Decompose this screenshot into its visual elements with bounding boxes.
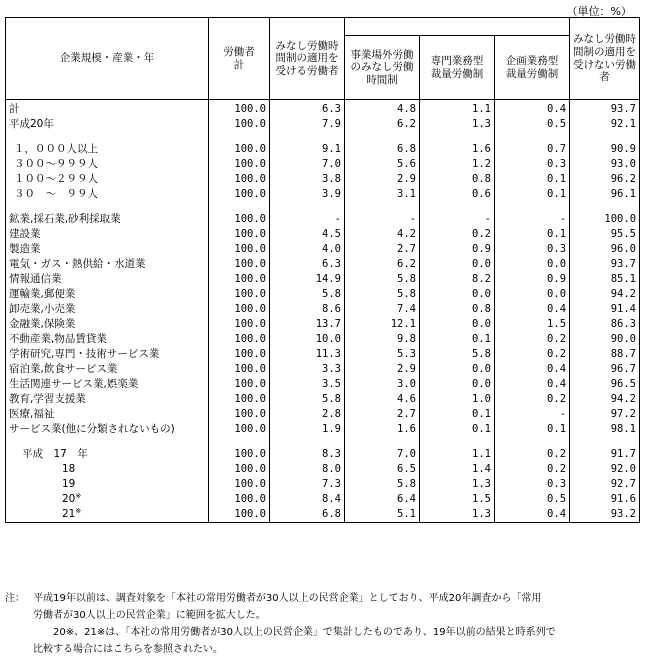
table-row: [6, 422, 640, 437]
cell-value: 2.8: [270, 407, 345, 422]
table-row: [6, 462, 640, 477]
cell-value: 3.0: [345, 377, 420, 392]
cell-value: 3.5: [270, 377, 345, 392]
cell-value: 100.0: [209, 347, 270, 362]
table-row: [6, 100, 640, 118]
cell-value: 96.1: [570, 187, 640, 202]
cell-value: 86.3: [570, 317, 640, 332]
row-label: 平成20年: [6, 117, 209, 132]
cell-value: 10.0: [270, 332, 345, 347]
cell-value: 85.1: [570, 272, 640, 287]
row-label: １，０００人以上: [6, 142, 209, 157]
cell-value: 6.8: [345, 142, 420, 157]
footnote-mark: ※: [75, 507, 82, 515]
cell-value: 6.2: [345, 257, 420, 272]
cell-value: 98.1: [570, 422, 640, 437]
cell-value: 100.0: [209, 212, 270, 227]
cell-value: 91.7: [570, 447, 640, 462]
cell-value: 97.2: [570, 407, 640, 422]
cell-value: 0.1: [420, 422, 495, 437]
cell-value: 1.3: [420, 117, 495, 132]
cell-value: 2.7: [345, 242, 420, 257]
row-label: 21※: [6, 507, 209, 523]
header-category: 企業規模・産業・年: [6, 18, 209, 100]
cell-value: -: [495, 212, 570, 227]
cell-value: 14.9: [270, 272, 345, 287]
cell-value: 0.0: [420, 377, 495, 392]
table-row: [6, 407, 640, 422]
table-row: [6, 142, 640, 157]
cell-value: 4.6: [345, 392, 420, 407]
cell-value: 7.4: [345, 302, 420, 317]
cell-value: 6.3: [270, 100, 345, 118]
cell-value: -: [495, 407, 570, 422]
header-not-applied: みなし労働時間制の適用を受けない労働者: [570, 18, 640, 100]
cell-value: 100.0: [209, 287, 270, 302]
row-label: 情報通信業: [6, 272, 209, 287]
cell-value: 100.0: [209, 187, 270, 202]
cell-value: 0.1: [495, 172, 570, 187]
table-row: [6, 272, 640, 287]
cell-value: 5.1: [345, 507, 420, 523]
table-row: [6, 187, 640, 202]
cell-value: 100.0: [209, 242, 270, 257]
cell-value: 100.0: [209, 117, 270, 132]
cell-value: 0.0: [495, 287, 570, 302]
cell-value: 90.0: [570, 332, 640, 347]
cell-value: 4.0: [270, 242, 345, 257]
table-row: [6, 172, 640, 187]
row-label: サービス業(他に分類されないもの): [6, 422, 209, 437]
cell-value: 0.2: [495, 447, 570, 462]
cell-value: -: [420, 212, 495, 227]
cell-value: 5.8: [270, 392, 345, 407]
note-line-4: 比較する場合にはこちらを参照されたい。: [33, 644, 223, 655]
cell-value: 7.3: [270, 477, 345, 492]
row-label: 医療,福祉: [6, 407, 209, 422]
cell-value: 12.1: [345, 317, 420, 332]
table-row: [6, 507, 640, 523]
row-label: 不動産業,物品賃貸業: [6, 332, 209, 347]
cell-value: 1.5: [420, 492, 495, 507]
table-row: [6, 317, 640, 332]
cell-value: 93.0: [570, 157, 640, 172]
cell-value: 5.8: [420, 347, 495, 362]
cell-value: 92.0: [570, 462, 640, 477]
cell-value: 0.4: [495, 362, 570, 377]
row-label: 運輸業,郵便業: [6, 287, 209, 302]
cell-value: 90.9: [570, 142, 640, 157]
cell-value: 5.8: [345, 477, 420, 492]
cell-value: 100.0: [209, 257, 270, 272]
cell-value: 0.2: [495, 462, 570, 477]
cell-value: 0.2: [495, 332, 570, 347]
row-label: 金融業,保険業: [6, 317, 209, 332]
cell-value: 100.0: [209, 332, 270, 347]
cell-value: 4.2: [345, 227, 420, 242]
cell-value: 3.8: [270, 172, 345, 187]
table-row: [6, 302, 640, 317]
footnote-mark: ※: [75, 492, 82, 500]
group-spacer: [6, 437, 640, 447]
header-planning: 企画業務型裁量労働制: [495, 36, 570, 100]
cell-value: 0.0: [495, 257, 570, 272]
cell-value: 91.4: [570, 302, 640, 317]
row-label: ３０ ～ ９９人: [6, 187, 209, 202]
cell-value: 100.0: [209, 507, 270, 523]
cell-value: 1.5: [495, 317, 570, 332]
cell-value: 6.4: [345, 492, 420, 507]
table-body: [6, 100, 640, 523]
cell-value: 0.2: [495, 392, 570, 407]
table-row: [6, 477, 640, 492]
row-label: 19: [6, 477, 209, 492]
cell-value: 6.8: [270, 507, 345, 523]
row-label: 電気・ガス・熱供給・水道業: [6, 257, 209, 272]
cell-value: 100.0: [209, 422, 270, 437]
cell-value: 1.1: [420, 447, 495, 462]
cell-value: 100.0: [570, 212, 640, 227]
cell-value: 100.0: [209, 392, 270, 407]
header-blank: [345, 18, 570, 36]
cell-value: 9.8: [345, 332, 420, 347]
cell-value: -: [270, 212, 345, 227]
cell-value: 0.5: [495, 117, 570, 132]
cell-value: 100.0: [209, 302, 270, 317]
cell-value: 0.3: [495, 242, 570, 257]
cell-value: 0.1: [420, 407, 495, 422]
cell-value: 0.1: [420, 332, 495, 347]
cell-value: 0.0: [420, 257, 495, 272]
cell-value: 92.7: [570, 477, 640, 492]
row-label: 学術研究,専門・技術サービス業: [6, 347, 209, 362]
cell-value: 1.0: [420, 392, 495, 407]
table-row: [6, 287, 640, 302]
cell-value: 93.7: [570, 100, 640, 118]
cell-value: 100.0: [209, 100, 270, 118]
cell-value: 0.2: [495, 347, 570, 362]
cell-value: 0.5: [495, 492, 570, 507]
row-label: 卸売業,小売業: [6, 302, 209, 317]
cell-value: -: [345, 212, 420, 227]
cell-value: 3.1: [345, 187, 420, 202]
cell-value: 91.6: [570, 492, 640, 507]
cell-value: 0.4: [495, 302, 570, 317]
cell-value: 94.2: [570, 287, 640, 302]
cell-value: 6.2: [345, 117, 420, 132]
cell-value: 94.2: [570, 392, 640, 407]
cell-value: 100.0: [209, 172, 270, 187]
cell-value: 1.4: [420, 462, 495, 477]
cell-value: 4.5: [270, 227, 345, 242]
cell-value: 11.3: [270, 347, 345, 362]
cell-value: 1.2: [420, 157, 495, 172]
cell-value: 8.2: [420, 272, 495, 287]
row-label: 建設業: [6, 227, 209, 242]
cell-value: 0.1: [495, 187, 570, 202]
cell-value: 0.8: [420, 172, 495, 187]
cell-value: 88.7: [570, 347, 640, 362]
cell-value: 0.3: [495, 477, 570, 492]
table-row: [6, 347, 640, 362]
row-label: 18: [6, 462, 209, 477]
cell-value: 95.5: [570, 227, 640, 242]
cell-value: 1.6: [420, 142, 495, 157]
cell-value: 4.8: [345, 100, 420, 118]
cell-value: 6.5: [345, 462, 420, 477]
cell-value: 100.0: [209, 462, 270, 477]
cell-value: 5.6: [345, 157, 420, 172]
cell-value: 100.0: [209, 407, 270, 422]
cell-value: 0.4: [495, 377, 570, 392]
row-label: 鉱業,採石業,砂利採取業: [6, 212, 209, 227]
cell-value: 7.0: [345, 447, 420, 462]
header-outside: 事業場外労働のみなし労働時間制: [345, 36, 420, 100]
cell-value: 0.6: [420, 187, 495, 202]
cell-value: 100.0: [209, 477, 270, 492]
cell-value: 96.2: [570, 172, 640, 187]
table-row: [6, 157, 640, 172]
cell-value: 0.4: [495, 507, 570, 523]
cell-value: 6.3: [270, 257, 345, 272]
cell-value: 1.9: [270, 422, 345, 437]
cell-value: 92.1: [570, 117, 640, 132]
note-line-2: 労働者が30人以上の民営企業」に範囲を拡大した。: [33, 610, 266, 621]
cell-value: 0.1: [495, 227, 570, 242]
cell-value: 100.0: [209, 272, 270, 287]
header-workers-total: 労働者計: [209, 18, 270, 100]
cell-value: 1.3: [420, 507, 495, 523]
cell-value: 8.3: [270, 447, 345, 462]
row-label: １００～２９９人: [6, 172, 209, 187]
table-row: [6, 212, 640, 227]
cell-value: 100.0: [209, 447, 270, 462]
cell-value: 1.3: [420, 477, 495, 492]
table-row: [6, 227, 640, 242]
table-row: [6, 332, 640, 347]
cell-value: 5.3: [345, 347, 420, 362]
group-spacer: [6, 132, 640, 142]
cell-value: 100.0: [209, 157, 270, 172]
cell-value: 100.0: [209, 227, 270, 242]
table-row: [6, 492, 640, 507]
cell-value: 100.0: [209, 492, 270, 507]
cell-value: 1.6: [345, 422, 420, 437]
cell-value: 7.0: [270, 157, 345, 172]
cell-value: 96.0: [570, 242, 640, 257]
notes: [5, 590, 639, 658]
row-label: 教育,学習支援業: [6, 392, 209, 407]
table-row: [6, 257, 640, 272]
header-specialized: 専門業務型裁量労働制: [420, 36, 495, 100]
cell-value: 5.8: [345, 272, 420, 287]
cell-value: 100.0: [209, 317, 270, 332]
table-row: [6, 117, 640, 132]
cell-value: 5.8: [345, 287, 420, 302]
table-row: [6, 242, 640, 257]
cell-value: 0.0: [420, 287, 495, 302]
cell-value: 8.0: [270, 462, 345, 477]
cell-value: 2.7: [345, 407, 420, 422]
data-table: [5, 17, 640, 523]
table-row: [6, 362, 640, 377]
cell-value: 2.9: [345, 362, 420, 377]
cell-value: 0.0: [420, 317, 495, 332]
group-spacer: [6, 202, 640, 212]
cell-value: 0.1: [495, 422, 570, 437]
cell-value: 3.9: [270, 187, 345, 202]
unit-label: （単位：%）: [566, 5, 632, 18]
cell-value: 0.2: [420, 227, 495, 242]
cell-value: 100.0: [209, 377, 270, 392]
cell-value: 0.8: [420, 302, 495, 317]
cell-value: 0.7: [495, 142, 570, 157]
cell-value: 3.3: [270, 362, 345, 377]
cell-value: 8.6: [270, 302, 345, 317]
cell-value: 96.7: [570, 362, 640, 377]
cell-value: 2.9: [345, 172, 420, 187]
cell-value: 0.4: [495, 100, 570, 118]
note-line-3: 20※、21※は、「本社の常用労働者が30人以上の民営企業」で集計したものであり、19年以前の結果と時系列で: [53, 627, 556, 638]
cell-value: 8.4: [270, 492, 345, 507]
row-label: ３００～９９９人: [6, 157, 209, 172]
cell-value: 100.0: [209, 362, 270, 377]
cell-value: 0.3: [495, 157, 570, 172]
row-label: 製造業: [6, 242, 209, 257]
cell-value: 13.7: [270, 317, 345, 332]
cell-value: 0.9: [495, 272, 570, 287]
cell-value: 0.9: [420, 242, 495, 257]
cell-value: 93.2: [570, 507, 640, 523]
cell-value: 93.7: [570, 257, 640, 272]
cell-value: 1.1: [420, 100, 495, 118]
cell-value: 9.1: [270, 142, 345, 157]
cell-value: 96.5: [570, 377, 640, 392]
table-row: [6, 392, 640, 407]
note-line-1: 注： 平成19年以前は、調査対象を「本社の常用労働者が30人以上の民営企業」としており、平成20年調査から「常用: [5, 593, 542, 604]
row-label: 生活関連サービス業,娯楽業: [6, 377, 209, 392]
cell-value: 7.9: [270, 117, 345, 132]
table-row: [6, 377, 640, 392]
cell-value: 0.0: [420, 362, 495, 377]
row-label: 20※: [6, 492, 209, 507]
header-applied: みなし労働時間制の適用を受ける労働者: [270, 18, 345, 100]
cell-value: 100.0: [209, 142, 270, 157]
row-label: 計: [6, 100, 209, 118]
cell-value: 5.8: [270, 287, 345, 302]
table-row: [6, 447, 640, 462]
row-label: 平成 17 年: [6, 447, 209, 462]
row-label: 宿泊業,飲食サービス業: [6, 362, 209, 377]
